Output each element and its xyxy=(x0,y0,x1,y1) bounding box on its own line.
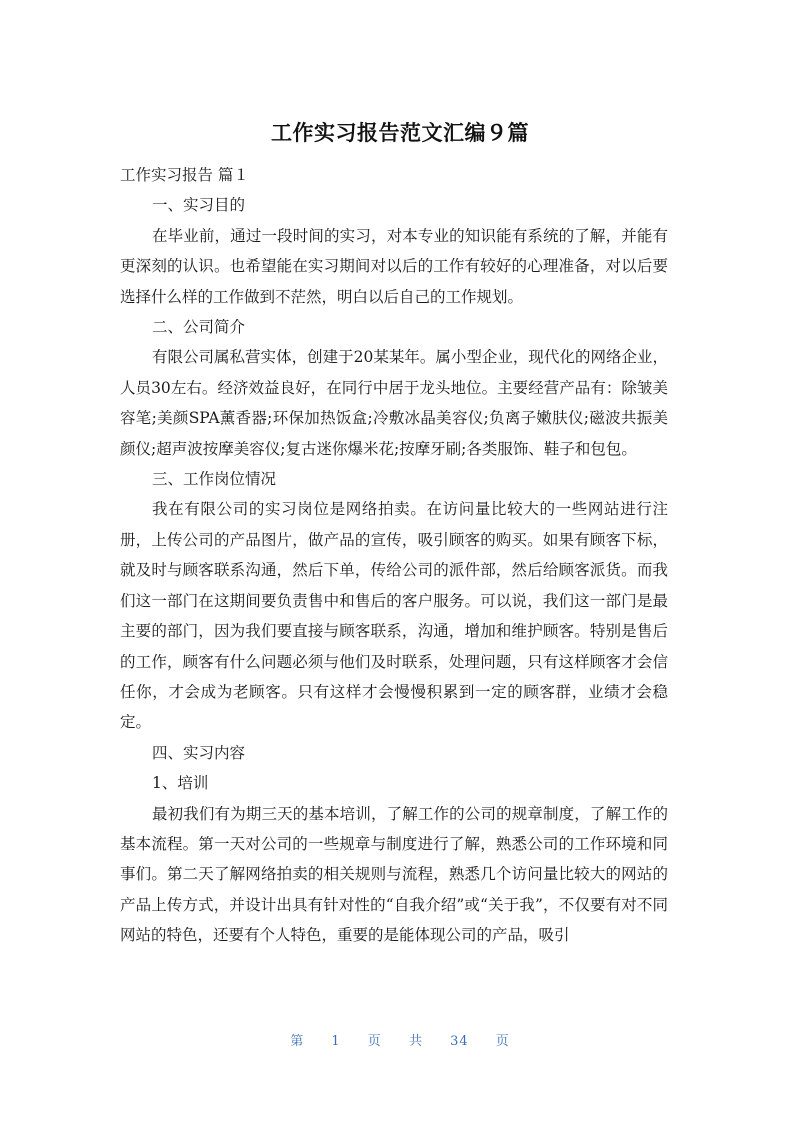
section-subtitle: 工作实习报告 篇１ xyxy=(120,166,249,184)
footer-page-number: 1 xyxy=(331,1034,341,1049)
document-title: 工作实习报告范文汇编９篇 xyxy=(271,121,529,145)
page-footer xyxy=(0,1030,800,1049)
heading-company-intro: 二、公司简介 xyxy=(152,318,246,337)
footer-page-mid: 页 xyxy=(367,1034,382,1049)
document-body xyxy=(120,160,668,951)
footer-page-suffix: 页 xyxy=(495,1034,510,1049)
paragraph-purpose: 在毕业前，通过一段时间的实习，对本专业的知识能有系统的了解，并能有更深刻的认识。也希望能在实习期间对以后的工作有较好的心理准备，对以后要选择什么样的工作做到不茫然，明白以后自己的工作规划。 xyxy=(120,226,668,306)
heading-training: 1、培训 xyxy=(152,774,209,793)
footer-total-pages: 34 xyxy=(450,1034,469,1049)
paragraph-training: 最初我们有为期三天的基本培训，了解工作的公司的规章制度，了解工作的基本流程。第一天对公司的一些规章与制度进行了解，熟悉公司的工作环境和同事们。第二天了解网络拍卖的相关规则与流程，熟悉几个访问量比较大的网站的产品上传方式，并设计出具有针对性的“自我介绍”或“关于我”，不仅要有对不同网站的特色，还要有个人特色，重要的是能体现公司的产品，吸引 xyxy=(120,804,668,945)
footer-total-label: 共 xyxy=(408,1034,423,1049)
paragraph-position: 我在有限公司的实习岗位是网络拍卖。在访问量比较大的一些网站进行注册，上传公司的产品图片，做产品的宣传，吸引顾客的购买。如果有顾客下标，就及时与顾客联系沟通，然后下单，传给公司的派件部，然后给顾客派货。而我们这一部门在这期间要负责售中和售后的客户服务。可以说，我们这一部门是最主要的部门，因为我们要直接与顾客联系，沟通，增加和维护顾客。特别是售后的工作，顾客有什么问题必须与他们及时联系，处理问题，只有这样顾客才会信任你，才会成为老顾客。只有这样才会慢慢积累到一定的顾客群，业绩才会稳定。 xyxy=(120,500,668,732)
heading-purpose: 一、实习目的 xyxy=(152,196,246,215)
heading-content: 四、实习内容 xyxy=(152,743,246,762)
paragraph-company-intro: 有限公司属私营实体，创建于20某某年。属小型企业，现代化的网络企业，人员30左右。经济效益良好，在同行中居于龙头地位。主要经营产品有：除皱美容笔;美颜SPA薰香器;环保加热饭盒;冷敷冰晶美容仪;负离子嫩肤仪;磁波共振美颜仪;超声波按摩美容仪;复古迷你爆米花;按摩牙刷;各类服饰、鞋子和包包。 xyxy=(120,348,668,458)
heading-position: 三、工作岗位情况 xyxy=(152,470,277,489)
footer-page-prefix: 第 xyxy=(290,1034,305,1049)
